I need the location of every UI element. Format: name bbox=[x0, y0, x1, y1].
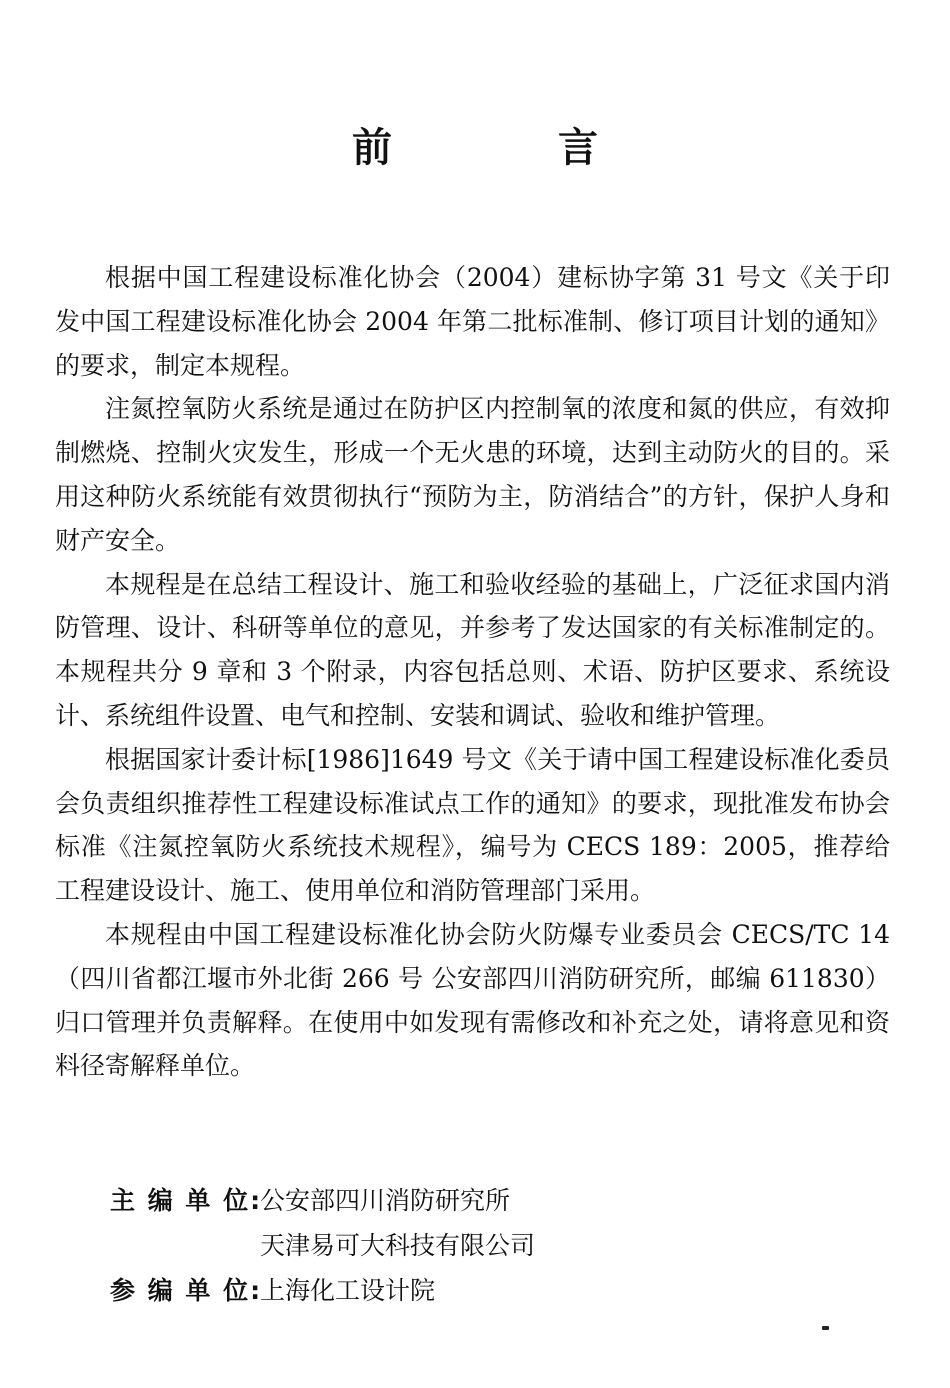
chief-editor-label: 主 编 单 位: bbox=[110, 1186, 263, 1215]
chief-editor-unit: 公安部四川消防研究所 bbox=[260, 1186, 511, 1215]
co-editor-row bbox=[110, 1268, 810, 1313]
paragraph-3: 本规程是在总结工程设计、施工和验收经验的基础上，广泛征求国内消防管理、设计、科研等单位的意见，并参考了发达国家的有关标准制定的。本规程共分 9 章和 3 个附录，内容包括总则、术语、防护区要求、系统设计、系统组件设置、电气和控制、安装和调试、验收和维护管理。 bbox=[55, 569, 890, 730]
paragraph-1: 根据中国工程建设标准化协会（2004）建标协字第 31 号文《关于印发中国工程建设标准化协会 2004 年第二批标准制、修订项目计划的通知》的要求，制定本规程。 bbox=[55, 263, 890, 380]
paragraph-2: 注氮控氧防火系统是通过在防护区内控制氧的浓度和氮的供应，有效抑制燃烧、控制火灾发生，形成一个无火患的环境，达到主动防火的目的。采用这种防火系统能有效贯彻执行“预防为主，防消结合”的方针，保护人身和财产安全。 bbox=[55, 394, 890, 555]
paragraph-4: 根据国家计委计标[1986]1649 号文《关于请中国工程建设标准化委员会负责组织推荐性工程建设标准试点工作的通知》的要求，现批准发布协会标准《注氮控氧防火系统技术规程》，编号为 CECS 189：2005，推荐给工程建设设计、施工、使用单位和消防管理部门采用。 bbox=[55, 744, 890, 906]
scan-speck bbox=[822, 1326, 829, 1330]
co-editor-label: 参 编 单 位: bbox=[110, 1276, 263, 1305]
chief-editor-row bbox=[110, 1223, 810, 1268]
chief-editor-unit: 天津易可大科技有限公司 bbox=[260, 1231, 536, 1260]
page-title: 前 言 bbox=[352, 125, 674, 171]
co-editor-unit: 上海化工设计院 bbox=[260, 1276, 436, 1305]
preface-body bbox=[55, 256, 890, 1088]
chief-editor-row bbox=[110, 1178, 810, 1223]
editor-units bbox=[110, 1178, 810, 1313]
paragraph-5: 本规程由中国工程建设标准化协会防火防爆专业委员会 CECS/TC 14（四川省都江堰市外北街 266 号 公安部四川消防研究所，邮编 611830）归口管理并负责解释。在使用中如发现有需修改和补充之处，请将意见和资料径寄解释单位。 bbox=[55, 919, 890, 1081]
